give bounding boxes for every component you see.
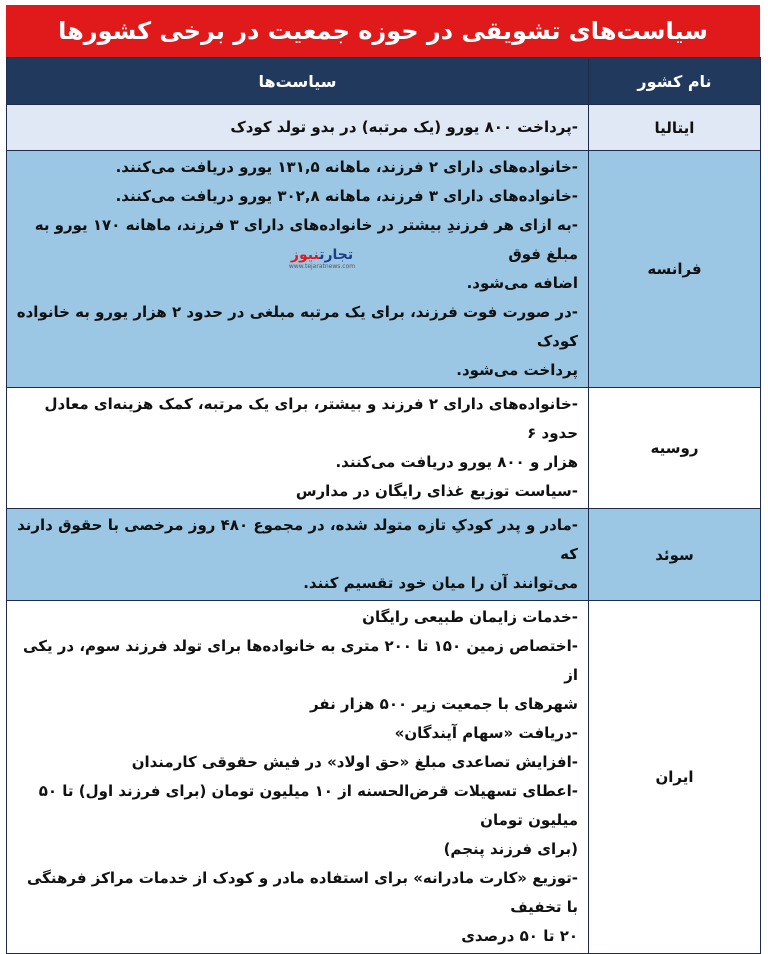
watermark-site: www.tejaratnews.com (288, 263, 356, 270)
policy-line: -دریافت «سهام آیندگان» (394, 724, 578, 742)
country-cell: ایتالیا (589, 105, 761, 151)
table-row-russia (7, 388, 761, 509)
policy-line: -سیاست توزیع غذای رایگان در مدارس (295, 482, 578, 500)
country-cell: ایران (589, 601, 761, 954)
policy-cell (7, 509, 589, 601)
policy-line: -پرداخت ۸۰۰ یورو (یک مرتبه) در بدو تولد کودک (230, 118, 578, 136)
page-title: سیاست‌های تشویقی در حوزه جمعیت در برخی کشورها (6, 5, 760, 57)
policy-line: -مادر و پدر کودکِ تازه متولد شده، در مجموع ۴۸۰ روز مرخصی با حقوق دارند که (17, 516, 578, 563)
policy-line: -خانواده‌های دارای ۲ فرزند، ماهانه ۱۳۱,۵ یورو دریافت می‌کنند. (115, 158, 578, 176)
header-policies: سیاست‌ها (7, 58, 589, 105)
watermark-logo (276, 244, 368, 274)
country-cell: روسیه (589, 388, 761, 509)
policy-line: هزار و ۸۰۰ یورو دریافت می‌کنند. (335, 453, 578, 471)
policy-line: -توزیع «کارت مادرانه» برای استفاده مادر و کودک از خدمات مراکز فرهنگی با تخفیف (26, 869, 578, 916)
country-cell: سوئد (589, 509, 761, 601)
policy-cell (7, 105, 589, 151)
table-row-iran (7, 601, 761, 954)
policy-line: -خانواده‌های دارای ۳ فرزند، ماهانه ۳۰۲,۸ یورو دریافت می‌کنند. (115, 187, 578, 205)
policy-cell (7, 601, 589, 954)
policy-line: شهرهای با جمعیت زیر ۵۰۰ هزار نفر (309, 695, 578, 713)
policy-line: -اعطای تسهیلات قرض‌الحسنه از ۱۰ میلیون تومان (برای فرزند اول) تا ۵۰ میلیون تومان (38, 782, 578, 829)
table-row-france (7, 151, 761, 388)
table-row-italy (7, 105, 761, 151)
header-country: نام کشور (589, 58, 761, 105)
policy-line: -به ازای هر فرزندِ بیشتر در خانواده‌های دارای ۳ فرزند، ماهانه ۱۷۰ یورو به مبلغ فوق (34, 216, 578, 263)
watermark-name: تجارتنیوز (290, 247, 354, 263)
table-row-sweden (7, 509, 761, 601)
policy-line: -اختصاص زمین ۱۵۰ تا ۲۰۰ متری به خانواده‌ها برای تولد فرزند سوم، در یکی از (23, 637, 578, 684)
policy-line: -خانواده‌های دارای ۲ فرزند و بیشتر، برای یک مرتبه، کمک هزینه‌ای معادل حدود ۶ (44, 395, 578, 442)
policy-cell (7, 388, 589, 509)
table-header-row (7, 58, 761, 105)
policy-line: پرداخت می‌شود. (456, 361, 578, 379)
policy-line: -در صورت فوت فرزند، برای یک مرتبه مبلغی در حدود ۲ هزار یورو به خانواده کودک (16, 303, 578, 350)
policy-line: -افزایش تصاعدی مبلغ «حق اولاد» در فیش حقوقی کارمندان (131, 753, 578, 771)
policy-line: می‌توانند آن را میان خود تقسیم کنند. (303, 574, 578, 592)
policy-line: -خدمات زایمان طبیعی رایگان (362, 608, 578, 626)
policy-line: (برای فرزند پنجم) (443, 840, 578, 858)
policy-line: اضافه می‌شود. (466, 274, 578, 292)
policy-line: ۲۰ تا ۵۰ درصدی (461, 927, 578, 945)
policy-table (6, 57, 761, 954)
country-cell: فرانسه (589, 151, 761, 388)
